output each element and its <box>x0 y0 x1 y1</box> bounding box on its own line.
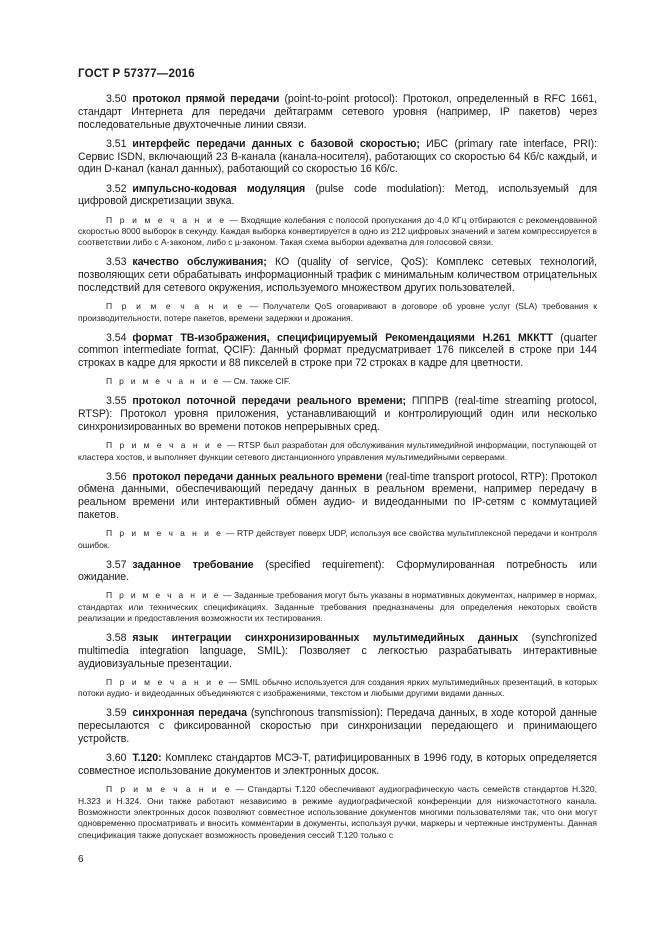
entry-definition: ПППРВ (real-time streaming protocol, RTSP): Протокол уровня приложения, устанавливающий и контролирующий один или несколько синхронизированных во времени потоков непрерывных сред. <box>78 395 597 433</box>
entry-number: 3.51 <box>106 137 127 150</box>
page-number: 6 <box>78 854 84 865</box>
entry-term: качество обслуживания; <box>132 256 267 269</box>
note-label: П р и м е ч а н и е <box>106 590 221 601</box>
entry-term: заданное требование <box>132 558 254 571</box>
entry-note <box>78 440 597 463</box>
entry-definition: (point-to-point protocol): Протокол, определенный в RFC 1661, стандарт Интернета для передачи дейтаграмм сетевого уровня (например, IP пакетов) через последовательные двухточечные линии связи. <box>78 93 597 131</box>
entry-3-60 <box>78 752 597 778</box>
entry-note <box>78 677 597 700</box>
entry-term: язык интеграции синхронизированных мультимедийных данных <box>132 632 519 645</box>
note-text: — См. также CIF. <box>220 376 291 387</box>
entry-term: протокол передачи данных реального времени <box>132 470 383 483</box>
entry-definition: Комплекс стандартов МСЭ-Т, ратифицированных в 1996 году, в которых определяется совместное использование документов и электронных досок. <box>78 752 597 778</box>
entry-note <box>78 301 597 324</box>
entry-note <box>78 784 597 841</box>
entry-number: 3.54 <box>106 331 127 344</box>
entry-number: 3.58 <box>106 632 127 645</box>
entry-definition: (specified requirement): Сформулированная потребность или ожидание. <box>78 558 597 584</box>
entry-definition: КО (quality of service, QoS): Комплекс сетевых технологий, позволяющих сети обрабатывать информационный трафик с минимальным количеством отрицательных последствий для сетевого окружения, используемого множеством других пользователей. <box>78 256 597 294</box>
entry-3-53 <box>78 256 597 294</box>
entry-3-52 <box>78 183 597 209</box>
entry-3-58 <box>78 632 597 670</box>
note-text: — Стандарты T.120 обеспечивают аудиографическую часть семейств стандартов H.320, H.323 и H.324. Они также работают независимо в режиме аудиографической конференции для низкочастотного канала. Возможности электронных досок позволяют совместное использование документов многими пользователями так, что они могут одновременно просматривать и вносить комментарии в документы, используя ручки, маркеры и чертежные инструменты. Данная спецификация также допускает возможность проведения сессий T.120 только с <box>78 784 597 840</box>
entry-3-57 <box>78 559 597 585</box>
note-label: П р и м е ч а н и е <box>106 784 232 795</box>
entry-term: протокол поточной передачи реального времени; <box>132 395 406 408</box>
note-text: — Входящие колебания с полосой пропускания до 4,0 КГц отбираются с рекомендованной скоростью 8000 выборок в секунду. Каждая выборка конвертируется в одно из 212 цифровых значений и затем компрессируется в соответствии либо с А-законом, либо с µ-законом. Такая схема выборки адекватна для голосовой связи. <box>78 214 598 248</box>
note-label: П р и м е ч а н и е <box>106 376 221 387</box>
entry-term: формат ТВ-изображения, специфицируемый Рекомендациями H.261 МККТТ <box>132 331 553 344</box>
entry-number: 3.57 <box>106 558 127 571</box>
entry-definition: (quarter common intermediate format, QCIF): Данный формат предусматривает 176 пикселей в строке при 144 строках в кадре для яркости и 88 пикселей в строке при 72 строках в кадре для цветности. <box>78 331 598 370</box>
entry-number: 3.53 <box>106 256 127 269</box>
note-text: — SMIL обычно используется для создания ярких мультимедийных презентаций, в которых потоки аудио- и видеоданных объединяются с изображениями, текстом и любыми другими видами данных. <box>78 677 597 699</box>
note-label: П р и м е ч а н и е <box>106 528 224 539</box>
note-text: — RTP действует поверх UDP, используя все свойства мультиплексной передачи и контроля ошибок. <box>78 528 597 550</box>
note-label: П р и м е ч а н и е <box>106 301 245 312</box>
entry-3-59 <box>78 707 597 745</box>
note-text: — Заданные требования могут быть указаны в нормативных документах, например в нормах, стандартах или технических спецификациях. Заданные требования предназначены для определения некоторых свойств реализации и предоставления возможности их тестирования. <box>78 590 597 624</box>
entry-note <box>78 590 597 624</box>
entry-number: 3.55 <box>106 395 127 408</box>
entry-definition: ИБС (primary rate interface, PRI): Сервис ISDN, включающий 23 B-канала (канала-носителя), работающих со скоростью 64 Кб/с каждый, и один D-канал (канал данных), работающий со скоростью 16 Кб/с. <box>78 137 597 176</box>
entry-3-55 <box>78 395 597 433</box>
entry-3-50 <box>78 93 597 131</box>
entry-definition: (pulse code modulation): Метод, используемый для цифровой дискретизации звука. <box>78 182 597 208</box>
entry-term: синхронная передача <box>132 707 247 720</box>
entry-term: импульсно-кодовая модуляция <box>132 182 306 195</box>
entry-note <box>78 215 597 249</box>
standard-header: ГОСТ Р 57377—2016 <box>78 68 195 80</box>
note-label: П р и м е ч а н и е <box>106 214 227 225</box>
entry-term: интерфейс передачи данных с базовой скоростью; <box>132 137 420 150</box>
entry-definition: (real-time transport protocol, RTP): Протокол обмена данными, обеспечивающий передачу данных в реальном времени, например передачу в реальном времени или интерактивный обмен аудио- и видеоданными по IP-сетям с коммутацией пакетов. <box>78 470 597 521</box>
entry-number: 3.60 <box>106 752 127 765</box>
entry-definition: (synchronous transmission): Передача данных, в ходе которой данные пересылаются с фиксированной скоростью при синхронизации передающего и принимающего устройств. <box>78 707 597 746</box>
entry-term: протокол прямой передачи <box>132 93 280 105</box>
note-label: П р и м е ч а н и е <box>106 440 225 451</box>
entry-number: 3.50 <box>106 93 127 105</box>
entry-note <box>78 528 597 551</box>
entry-number: 3.56 <box>106 470 127 483</box>
note-text: — RTSP был разработан для обслуживания мультимедийной информации, поступающей от кластера хостов, и выполняет функции сетевого дистанционного управления мультимедийными серверами. <box>78 440 598 462</box>
entry-3-56 <box>78 471 597 522</box>
entry-number: 3.52 <box>106 182 127 195</box>
entry-term: T.120: <box>132 752 162 765</box>
entry-note <box>78 376 597 387</box>
entry-definition: (synchronized multimedia integration language, SMIL): Позволяет с легкостью разрабатывать интерактивные аудиовизуальные презентации. <box>78 632 597 670</box>
document-body <box>78 93 597 849</box>
note-label: П р и м е ч а н и е <box>106 677 226 688</box>
entry-3-54 <box>78 332 597 370</box>
note-text: — Получатели QoS оговаривают в договоре об уровне услуг (SLA) требования к производительности, потере пакетов, времени задержки и дрожания. <box>78 301 597 323</box>
entry-3-51 <box>78 138 597 176</box>
entry-number: 3.59 <box>106 707 127 720</box>
